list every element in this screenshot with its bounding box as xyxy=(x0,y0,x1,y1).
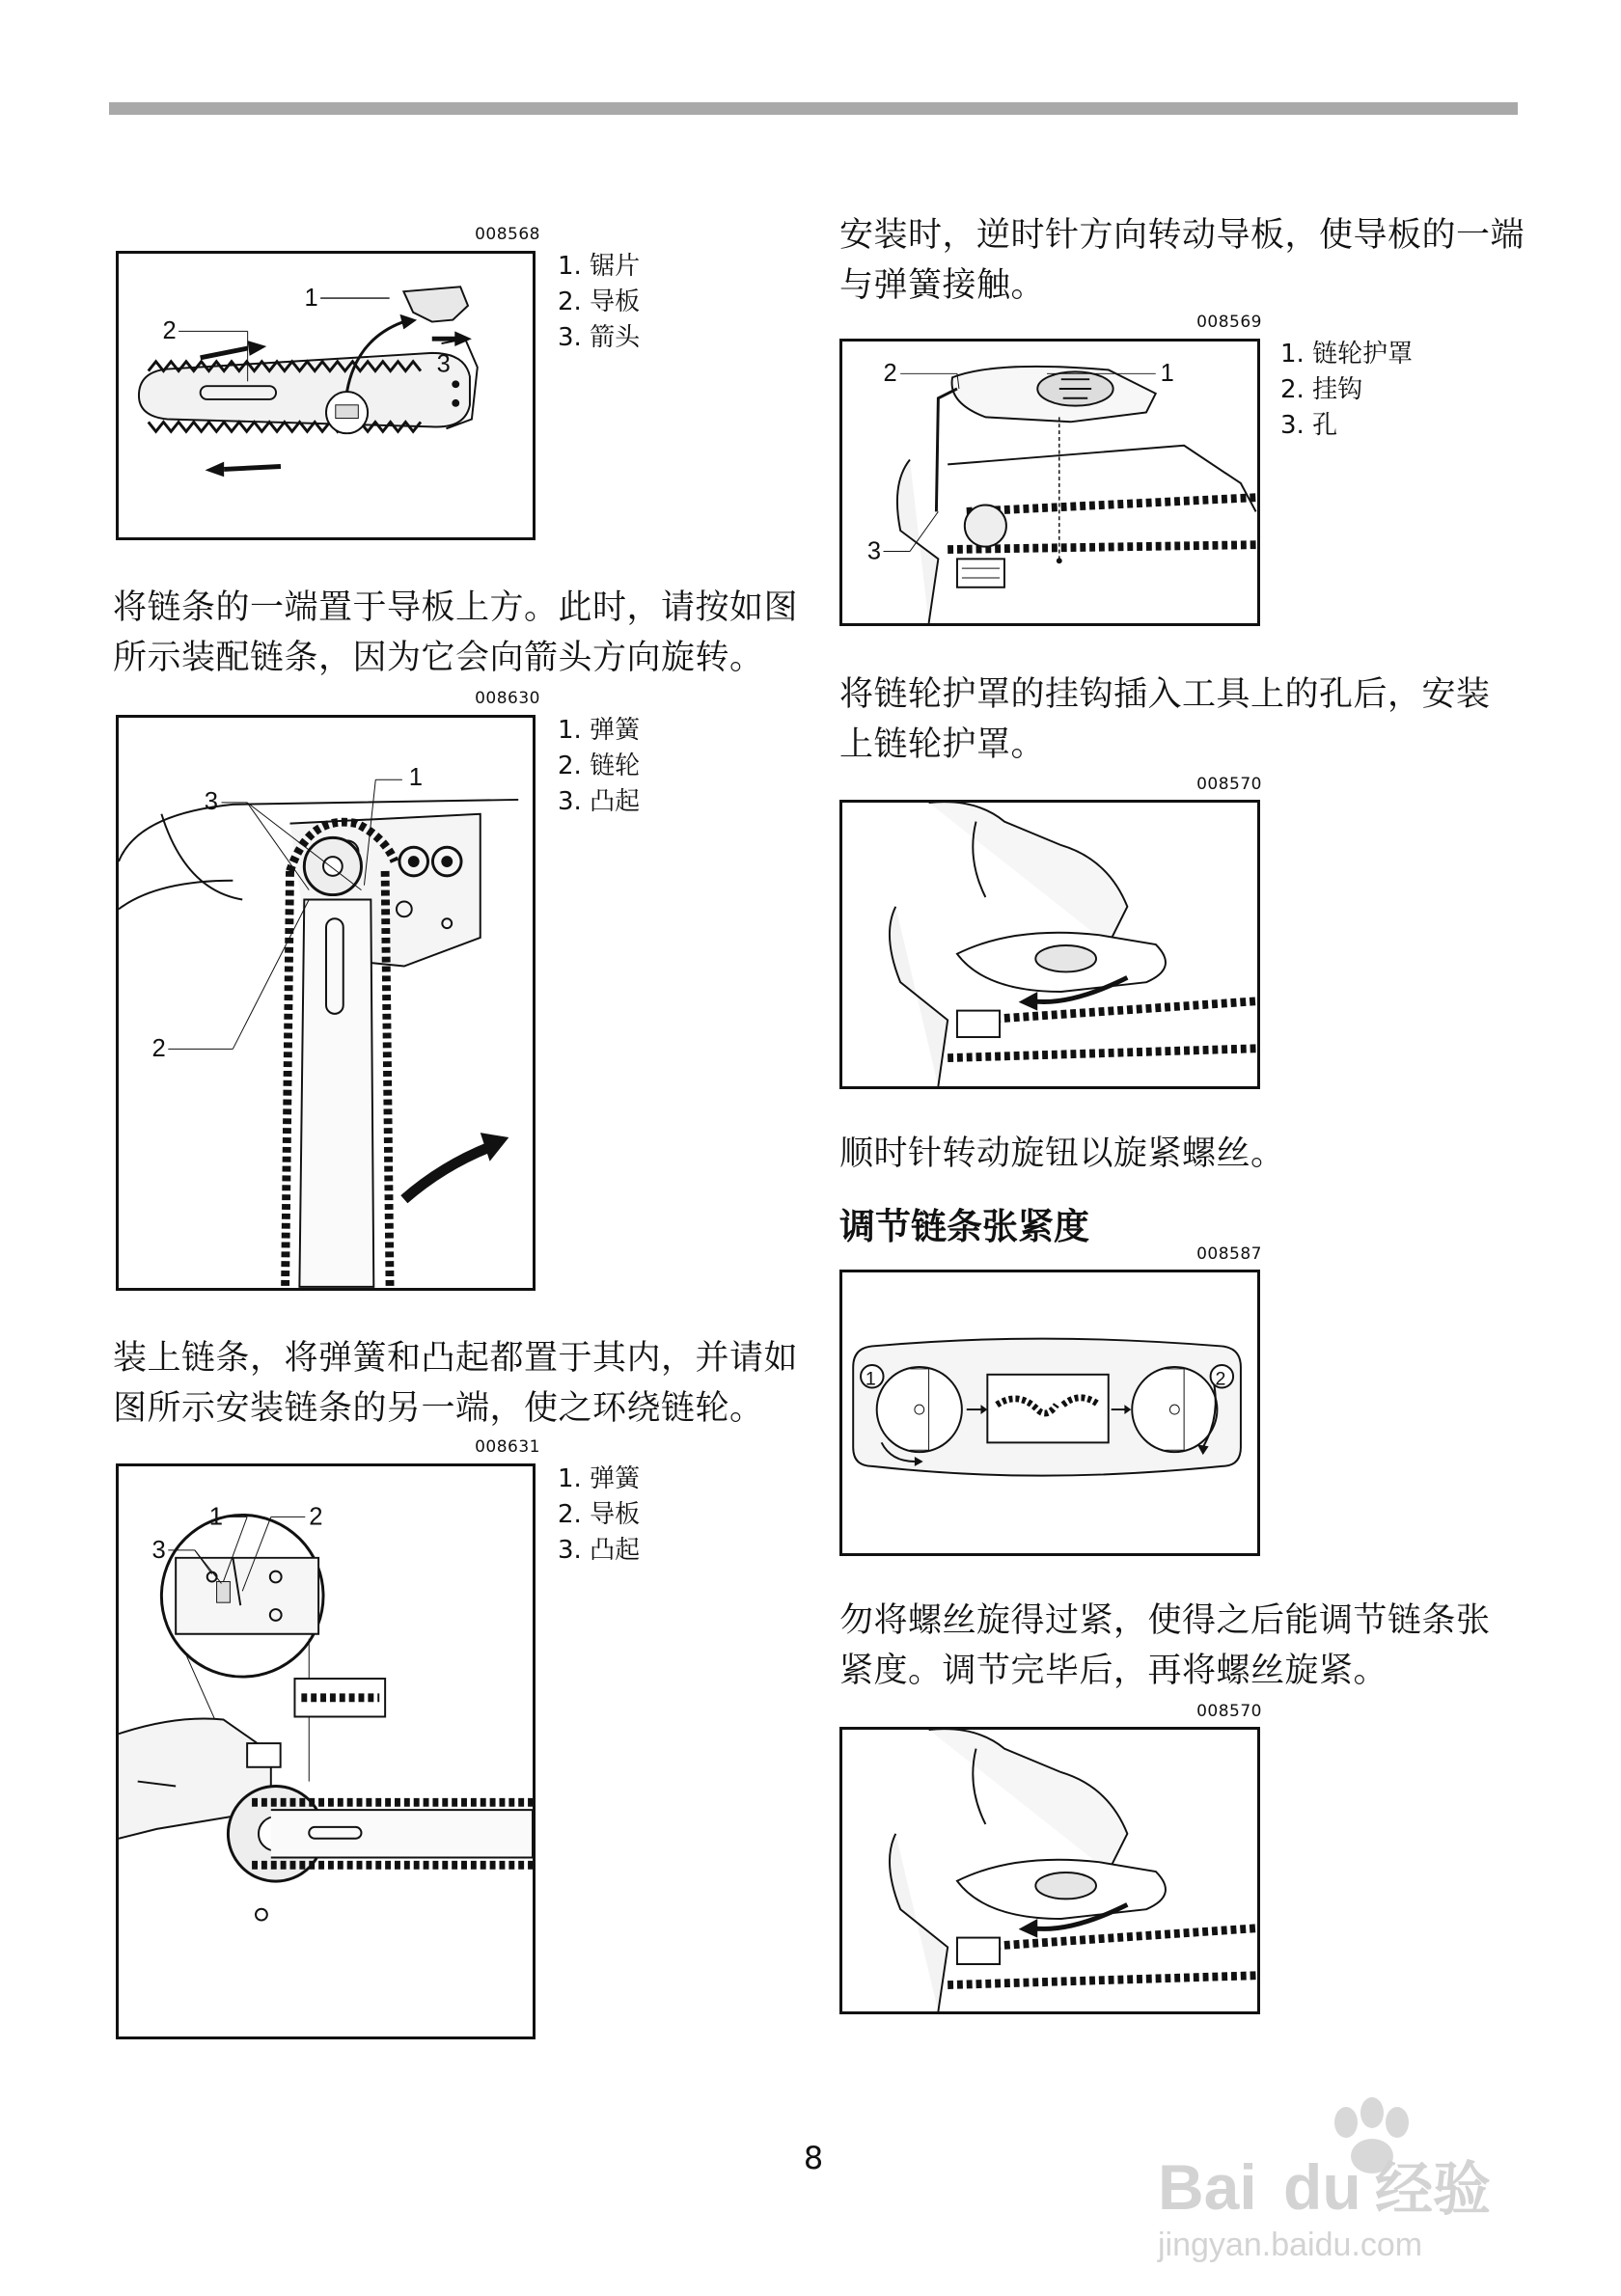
figure-code: 008587 xyxy=(1196,1244,1262,1264)
callout-2: 2 xyxy=(309,1503,323,1531)
figure-legend xyxy=(1280,337,1413,444)
step-1-marker: 1 xyxy=(865,1368,876,1390)
legend-item: 2. 导板 xyxy=(558,287,641,316)
figure-legend xyxy=(558,1462,640,1569)
callout-3: 3 xyxy=(866,537,882,565)
svg-text:经验: 经验 xyxy=(1375,2156,1491,2224)
text-line: 上链轮护罩。 xyxy=(839,725,1046,764)
text-line: 所示装配链条，因为它会向箭头方向旋转。 xyxy=(113,639,764,677)
figure-sprocket-cover xyxy=(839,339,1260,626)
legend-item: 2. 链轮 xyxy=(558,752,641,780)
page-number: 8 xyxy=(803,2140,824,2176)
instruction-paragraph xyxy=(839,210,1534,311)
callout-3: 3 xyxy=(151,1536,166,1564)
figure-code: 008568 xyxy=(475,225,540,244)
svg-text:du: du xyxy=(1283,2151,1361,2223)
callout-2: 2 xyxy=(151,1035,166,1063)
callout-3: 3 xyxy=(436,350,451,378)
instruction-paragraph xyxy=(839,670,1534,770)
figure-tighten-knob xyxy=(839,800,1260,1089)
callout-1: 1 xyxy=(304,284,318,312)
legend-item: 1. 锯片 xyxy=(558,252,641,281)
text-line: 装上链条，将弹簧和凸起都置于其内，并请如 xyxy=(113,1339,799,1378)
text-line: 勿将螺丝旋得过紧，使得之后能调节链条张 xyxy=(839,1601,1491,1640)
callout-2: 2 xyxy=(162,317,177,345)
figure-code: 008569 xyxy=(1196,313,1262,332)
header-rule xyxy=(109,102,1518,115)
tighten-knob-illustration xyxy=(842,803,1257,1086)
figure-code: 008630 xyxy=(475,689,540,708)
figure-tension-steps xyxy=(839,1270,1260,1556)
figure-code: 008631 xyxy=(475,1437,540,1457)
text-line: 安装时，逆时针方向转动导板，使导板的一端 xyxy=(839,216,1525,255)
sprocket-cover-illustration xyxy=(842,342,1257,623)
legend-item: 1. 弹簧 xyxy=(558,716,641,745)
tighten-knob-illustration xyxy=(842,1730,1257,2011)
legend-item: 3. 孔 xyxy=(1280,411,1338,440)
instruction-paragraph xyxy=(113,1333,808,1434)
legend-item: 2. 导板 xyxy=(558,1500,641,1529)
legend-item: 3. 凸起 xyxy=(558,1536,641,1565)
chain-bar-illustration xyxy=(119,254,533,537)
legend-item: 1. 链轮护罩 xyxy=(1280,340,1414,369)
callout-2: 2 xyxy=(883,360,897,388)
section-heading: 调节链条张紧度 xyxy=(839,1206,1089,1247)
instruction-paragraph xyxy=(839,1596,1534,1696)
baidu-jingyan-watermark xyxy=(1148,2084,1553,2267)
legend-item: 2. 挂钩 xyxy=(1280,375,1363,404)
text-line: 与弹簧接触。 xyxy=(839,266,1046,305)
figure-chain-on-bar xyxy=(116,251,536,540)
figure-chain-installed xyxy=(116,1463,536,2039)
legend-item: 3. 箭头 xyxy=(558,323,641,352)
figure-tighten-knob-repeat xyxy=(839,1727,1260,2014)
legend-item: 1. 弹簧 xyxy=(558,1464,641,1493)
text-line: 将链条的一端置于导板上方。此时，请按如图 xyxy=(113,588,799,627)
figure-legend xyxy=(558,249,640,356)
instruction-paragraph xyxy=(113,583,808,683)
callout-1: 1 xyxy=(1160,360,1174,388)
figure-legend xyxy=(558,713,640,820)
text-line: 图所示安装链条的另一端，使之环绕链轮。 xyxy=(113,1389,764,1428)
svg-text:Bai: Bai xyxy=(1158,2151,1257,2223)
text-line: 将链轮护罩的挂钩插入工具上的孔后，安装 xyxy=(839,675,1491,714)
step-2-marker: 2 xyxy=(1215,1368,1226,1390)
legend-item: 3. 凸起 xyxy=(558,787,641,816)
callout-1: 1 xyxy=(408,764,424,792)
callout-3: 3 xyxy=(204,787,219,815)
instruction-paragraph: 顺时针转动旋钮以旋紧螺丝。 xyxy=(839,1134,1285,1173)
figure-code: 008570 xyxy=(1196,775,1262,794)
figure-code: 008570 xyxy=(1196,1702,1262,1721)
chain-installed-illustration xyxy=(119,1466,533,2036)
tension-steps-illustration xyxy=(842,1272,1257,1553)
svg-text:jingyan.baidu.com: jingyan.baidu.com xyxy=(1158,2227,1423,2263)
figure-sprocket-spring xyxy=(116,715,536,1291)
sprocket-illustration xyxy=(119,718,533,1288)
callout-1: 1 xyxy=(208,1503,223,1531)
text-line: 紧度。调节完毕后，再将螺丝旋紧。 xyxy=(839,1652,1388,1690)
